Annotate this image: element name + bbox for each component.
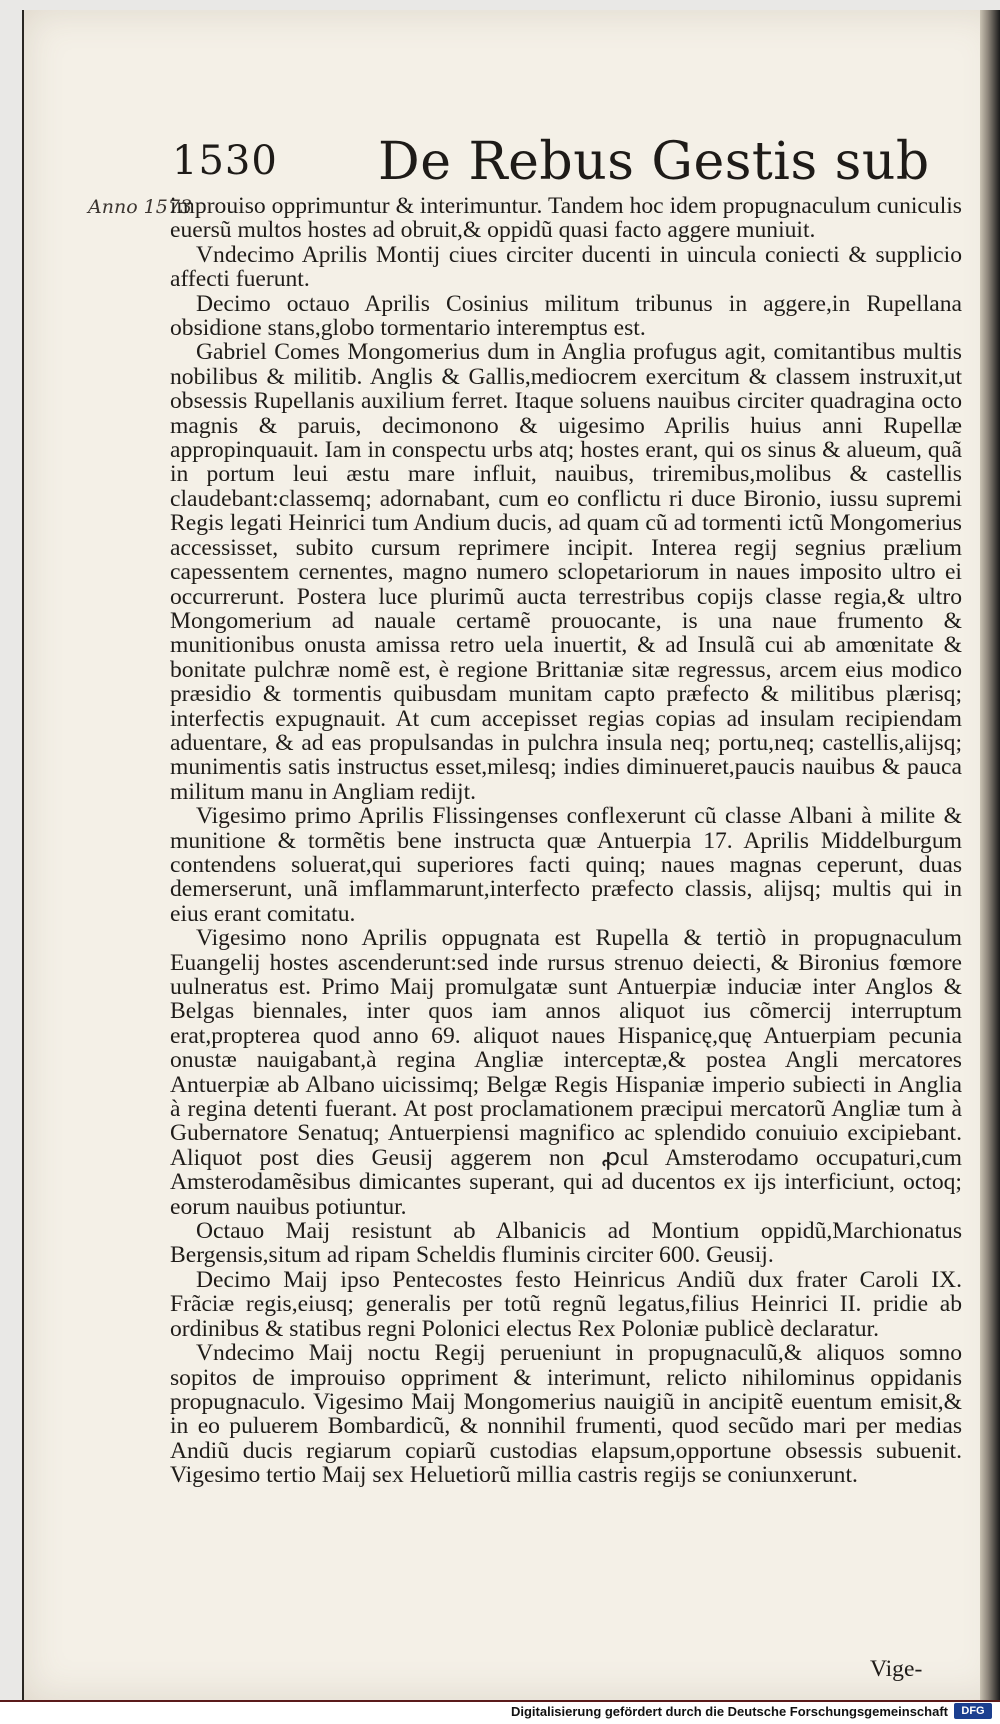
page-number: 1530: [172, 138, 278, 184]
book-spine: [980, 10, 1000, 1700]
dfg-logo-icon: DFG: [954, 1703, 992, 1719]
paragraph: Decimo octauo Aprilis Cosinius militum tribunus in aggere,in Rupellana obsidione stans,globo tormentario interemptus est.: [170, 290, 962, 342]
paragraph: Vigesimo primo Aprilis Flissingenses conflexerunt cũ classe Albani à milite & munitione & tormẽtis bene instructa quæ Antuerpia 17. Aprilis Middelburgum contendens soluerat,qui superiores facti quinq; naues magnas ceperunt, duas demerserunt, unã imflammarunt,interfecto præfecto classis, alijsq; multis qui in eius erant comitatu.: [170, 803, 962, 927]
paragraph: Octauo Maij resistunt ab Albanicis ad Montium oppidũ,Marchionatus Bergensis,situm ad ripam Scheldis fluminis circiter 600. Geusij.: [170, 1218, 962, 1269]
paragraph: Vndecimo Aprilis Montij ciues circiter ducenti in uincula coniecti & supplicio affecti fuerunt.: [170, 241, 962, 293]
body-text: [170, 194, 962, 1488]
paragraph: Vigesimo nono Aprilis oppugnata est Rupella & tertiò in propugnaculum Euangelij hostes ascenderunt:sed inde rursus strenuo deiecti, & Bironius fœmore uulneratus est. Primo Maij promulgatæ sunt Antuerpiæ induciæ inter Anglos & Belgas biennales, inter quos iam annos aliquot ius cõmercij interruptum erat,propterea quod anno 69. aliquot naues Hispanicę,quę Antuerpiam pecunia onustæ nauigabant,à regina Angliæ interceptæ,& postea Angli mercatores Antuerpiæ ab Albano uicissimq; Belgæ Regis Hispaniæ imperio subiecti in Anglia à regina detenti fuerant. At post proclamationem præcipui mercatorũ Angliæ tum à Gubernatore Senatuq; Antuerpiensi magnifico ac splendido conuiuio excipiebant. Aliquot post dies Geusij aggerem non ꝓcul Amsterodamo occupaturi,cum Amsterodamẽsibus dimicantes superant, qui ad ducentos ex ijs interficiunt, octoq; eorum nauibus potiuntur.: [170, 925, 962, 1220]
paragraph: Gabriel Comes Mongomerius dum in Anglia profugus agit, comitantibus multis nobilibus & militib. Anglis & Gallis,mediocrem exercitum & classem instruxit,ut obsessis Rupellanis auxilium ferret. Itaque soluens nauibus circiter quadragina octo magnis & paruis, decimonono & uigesimo Aprilis huius anni Rupellæ appropinquauit. Iam in conspectu urbs atq; hostes erant, qui os sinus & alueum, quã in portum leui æstu mare influit, nauibus, triremibus,molibus & castellis claudebant:classemq; adornabant, cum eo conflictu ri duce Bironio, iussu supremi Regis legati Heinrici tum Andium ducis, ad quam cũ ad tormenti ictũ Mongomerius accessisset, subito cursum reprimere incipit. Interea regij segnius prælium capessentem cernentes, magno numero sclopetariorum in naues imposito ultro ei occurrerunt. Postera luce plurimũ aucta terrestribus copijs classe regia,& ultro Mongomerium ad nauale certamẽ prouocante, is una naue frumento & munitionibus onusta amissa retro uela inuertit, & ad Insulã cui ab amœnitate & bonitate pulchræ nomẽ est, è regione Brittaniæ sitæ regressus, arcem eius modico præsidio & tormentis quibusdam munitam capto præfecto & militibus plærisq; interfectis expugnauit. At cum accepisset regias copias ad insulam recipiendam aduentare, & ad eas propulsandas in pulchra insula neq; portu,neq; castellis,alijsq; munimentis satis instructus esset,milesq; indies diminueret,paucis nauibus & pauca militum manu in Angliam redijt.: [170, 339, 962, 805]
running-title: De Rebus Gestis sub: [378, 132, 930, 192]
paragraph: Decimo Maij ipso Pentecostes festo Heinricus Andiũ dux frater Caroli IX. Frãciæ regis,eiusq; generalis per totũ regnũ legatus,filius Heinrici II. pridie ab ordinibus & statibus regni Polonici electus Rex Poloniæ publicè declaratur.: [170, 1266, 962, 1342]
margin-note-year: Anno 1573: [88, 196, 193, 218]
digitization-credit: Digitalisierung gefördert durch die Deutsche Forschungsgemeinschaft: [510, 1704, 948, 1719]
paragraph: Vndecimo Maij noctu Regij perueniunt in propugnaculũ,& aliquos somno sopitos de improuiso oppriment & interimunt, relicto nihilominus oppidanis propugnaculo. Vigesimo Maij Mongomerius nauigiũ in ancipitẽ euentum emisit,& in eo puluerem Bombardicũ, & nonnihil frumenti, quod secũdo mari per medias Andiũ ducis regiarum copiarũ custodias elapsum,opportune obsessis subuenit. Vigesimo tertio Maij sex Heluetiorũ millia castris regijs se coniunxerunt.: [170, 1340, 962, 1489]
catchword: Vige-: [870, 1656, 923, 1682]
paragraph: improuiso opprimuntur & interimuntur. Tandem hoc idem propugnaculum cuniculis euersũ multos hostes ad obruit,& oppidũ quasi facto aggere muniuit.: [170, 193, 962, 244]
